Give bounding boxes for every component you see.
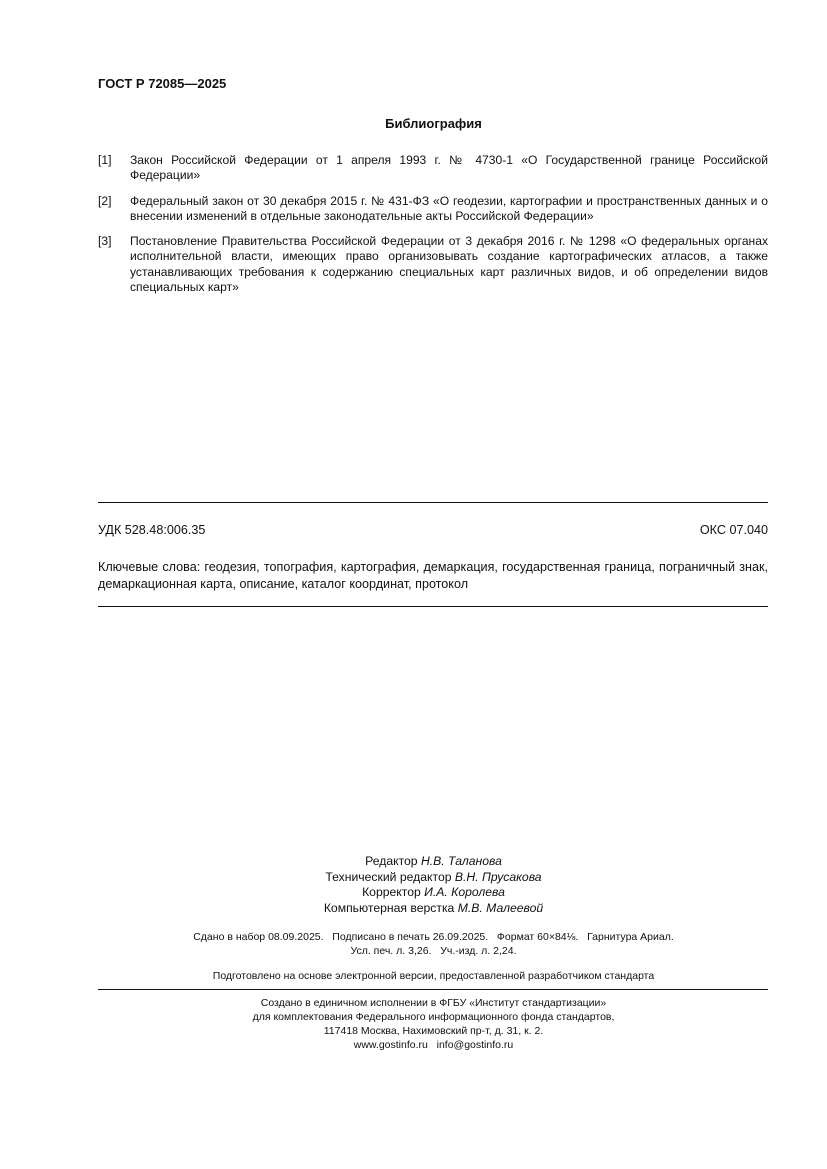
publisher-line: для комплектования Федерального информационного фонда стандартов, [252,1011,615,1023]
oks-code: ОКС 07.040 [699,523,768,537]
credit-name: В.Н. Прусакова [454,869,542,884]
bibliography-item-number: [1] [98,153,112,167]
publisher-divider [98,989,768,990]
credit-line [0,870,827,886]
prepared-note: Подготовлено на основе электронной версии, предоставленной разработчиком стандарта [212,970,655,982]
credit-role: Редактор [365,854,418,868]
bibliography-item [98,234,768,295]
credit-role: Корректор [362,885,421,900]
credit-name: Н.В. Таланова [420,854,502,868]
bibliography-title: Библиография [385,116,482,131]
bibliography-item-text: Федеральный закон от 30 декабря 2015 г. № 431-ФЗ «О геодезии, картографии и пространственных данных и о внесении изменений в отдельные законодательные акты Российской Федерации» [130,193,768,223]
print-info-line: Сдано в набор 08.09.2025. Подписано в печать 26.09.2025. Формат 60×84⅛. Гарнитура Ариал. [193,931,674,943]
bibliography-item-text: Закон Российской Федерации от 1 апреля 1993 г. № 4730-1 «О Государственной границе Российской Федерации» [130,153,768,183]
udk-code: УДК 528.48:006.35 [98,523,206,537]
publisher-contacts: www.gostinfo.ru info@gostinfo.ru [353,1039,514,1051]
credit-name: И.А. Королева [424,885,505,900]
document-id: ГОСТ Р 72085—2025 [98,76,227,91]
bibliography-item-number: [2] [98,193,112,208]
credit-role: Компьютерная верстка [323,900,455,915]
bibliography-list [98,153,768,305]
section-divider [98,502,768,503]
credit-line [0,901,827,917]
credit-line [0,854,827,870]
credit-role: Технический редактор [325,869,452,884]
bibliography-item [98,194,768,225]
keywords-text: Ключевые слова: геодезия, топография, картография, демаркация, государственная граница, пограничный знак, демаркационная карта, описание, каталог координат, протокол [98,560,768,591]
print-info [0,930,827,958]
credit-line [0,885,827,901]
credit-name: М.В. Малеевой [457,900,544,915]
bibliography-item-number: [3] [98,234,112,249]
bibliography-item-text: Постановление Правительства Российской Федерации от 3 декабря 2016 г. № 1298 «О федеральных органах исполнительной власти, имеющих право организовывать создание картографических атласов, а также устанавливающих требования к содержанию специальных карт различных видов, и об определении видов специальных карт» [130,234,768,295]
keywords-divider [98,606,768,607]
publisher-block [0,996,827,1052]
print-info-line: Усл. печ. л. 3,26. Уч.-изд. л. 2,24. [350,945,517,957]
credits-block [0,854,827,916]
bibliography-item [98,153,768,184]
publisher-line: 117418 Москва, Нахимовский пр-т, д. 31, к. 2. [323,1025,544,1037]
publisher-line: Создано в единичном исполнении в ФГБУ «Институт стандартизации» [260,997,607,1009]
